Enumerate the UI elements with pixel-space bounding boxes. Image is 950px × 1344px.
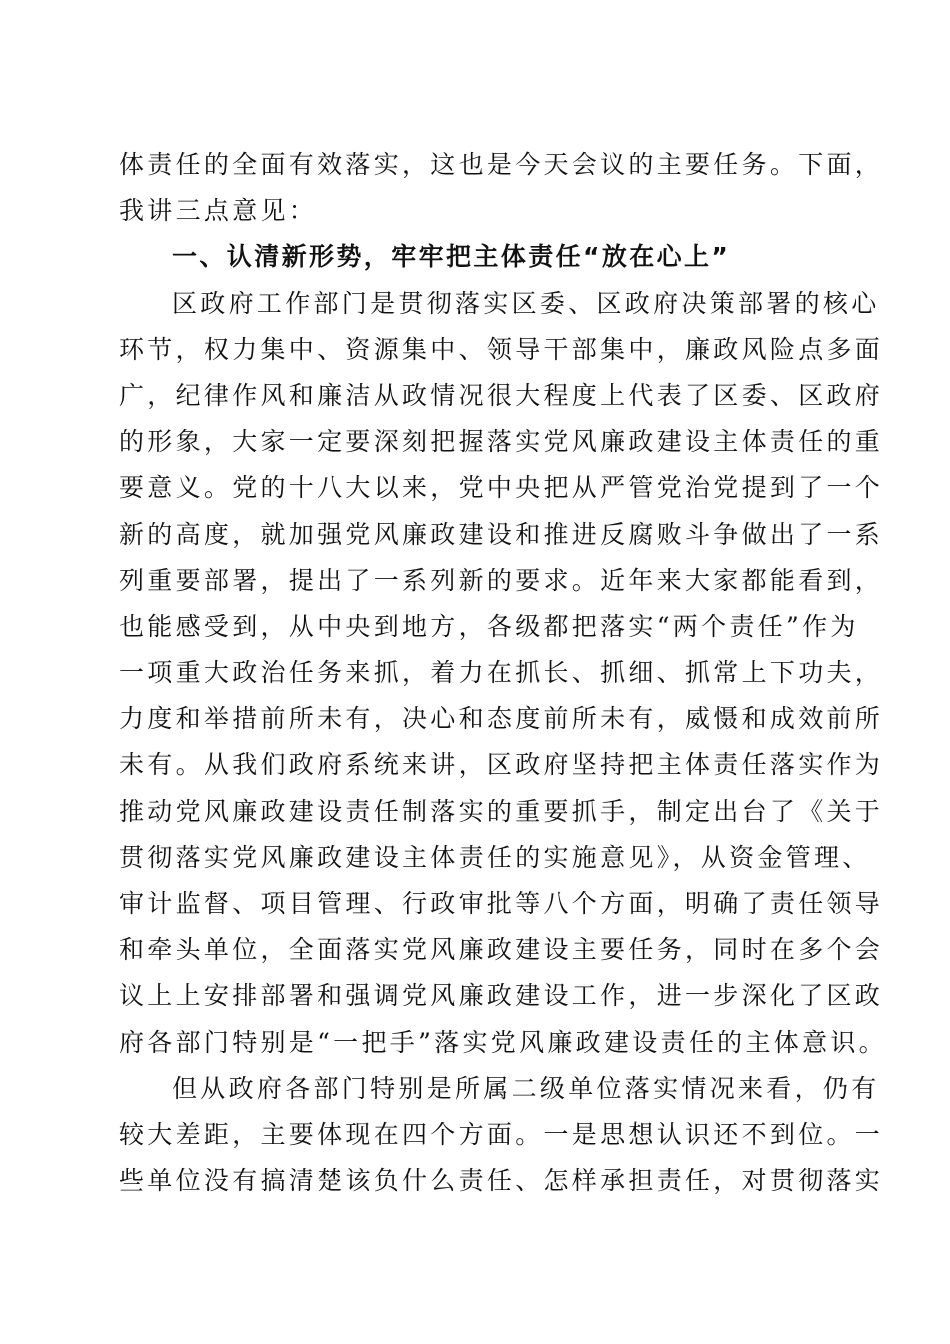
paragraph-line: 环节，权力集中、资源集中、领导干部集中，廉政风险点多面 [119, 334, 884, 364]
paragraph-line: 府各部门特别是“一把手”落实党风廉政建设责任的主体意识。 [119, 1027, 887, 1057]
paragraph-line: 也能感受到，从中央到地方，各级都把落实“两个责任”作为 [119, 611, 859, 641]
document-body [119, 142, 887, 1204]
paragraph-line: 些单位没有搞清楚该负什么责任、怎样承担责任，对贯彻落实 [119, 1166, 884, 1196]
paragraph-line: 审计监督、项目管理、行政审批等八个方面，明确了责任领导 [119, 889, 884, 918]
paragraph-line: 贯彻落实党风廉政建设主体责任的实施意见》，从资金管理、 [119, 842, 871, 872]
paragraph-line: 推动党风廉政建设责任制落实的重要抓手，制定出台了《关于 [119, 796, 884, 826]
paragraph-line: 新的高度，就加强党风廉政建设和推进反腐败斗争做出了一系 [119, 519, 884, 549]
paragraph-line: 未有。从我们政府系统来讲，区政府坚持把主体责任落实作为 [119, 750, 884, 780]
paragraph-line: 要意义。党的十八大以来，党中央把从严管党治党提到了一个 [119, 473, 884, 503]
paragraph-line: 和牵头单位，全面落实党风廉政建设主要任务，同时在多个会 [119, 935, 884, 965]
paragraph-line: 较大差距，主要体现在四个方面。一是思想认识还不到位。一 [119, 1119, 884, 1149]
paragraph-line: 体责任的全面有效落实，这也是今天会议的主要任务。下面， [119, 150, 884, 179]
paragraph-line: 列重要部署，提出了一系列新的要求。近年来大家都能看到， [119, 565, 884, 595]
paragraph-line: 的形象，大家一定要深刻把握落实党风廉政建设主体责任的重 [119, 427, 884, 457]
paragraph-line: 一项重大政治任务来抓，着力在抓长、抓细、抓常上下功夫， [119, 658, 884, 688]
paragraph-line: 但从政府各部门特别是所属二级单位落实情况来看，仍有 [172, 1073, 880, 1103]
paragraph-line: 议上上安排部署和强调党风廉政建设工作，进一步深化了区政 [119, 981, 884, 1011]
paragraph-line: 区政府工作部门是贯彻落实区委、区政府决策部署的核心 [172, 288, 880, 318]
paragraph-line: 我讲三点意见： [119, 196, 318, 226]
paragraph-line: 力度和举措前所未有，决心和态度前所未有，威慑和成效前所 [119, 704, 884, 734]
section-heading: 一、认清新形势，牢牢把主体责任“放在心上” [172, 242, 731, 272]
paragraph-line: 广，纪律作风和廉洁从政情况很大程度上代表了区委、区政府 [119, 380, 884, 410]
